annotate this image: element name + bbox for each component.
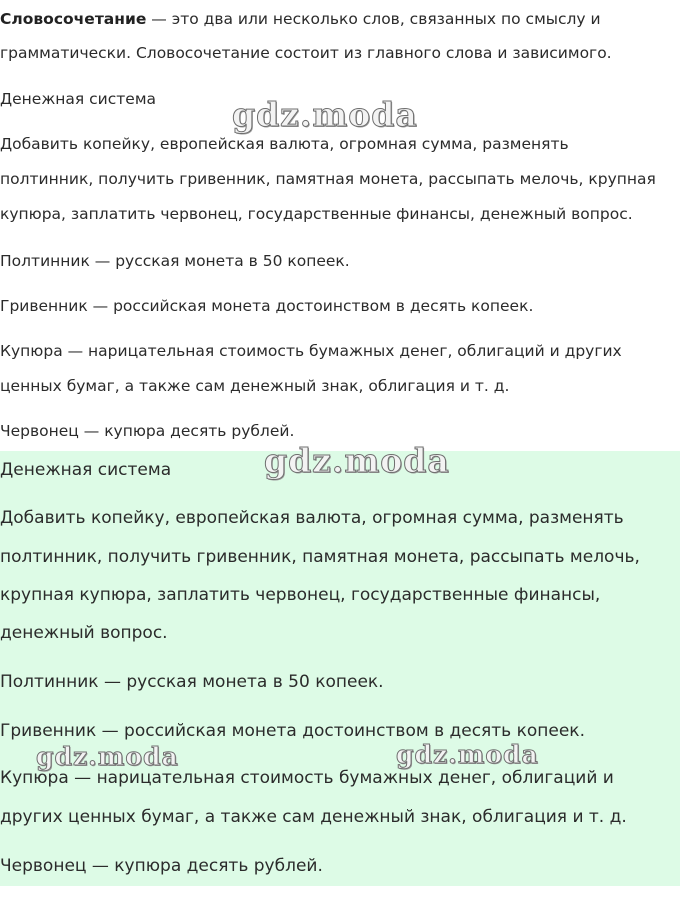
watermark-logo: gdz.moda	[36, 742, 179, 771]
section1-kupyura-line-2: ценных бумаг, а также сам денежный знак, облигация и т. д.	[0, 377, 510, 395]
section1-grivennik: Гривенник — российская монета достоинством в десять копеек.	[0, 297, 534, 315]
section2-poltinnik: Полтинник — русская монета в 50 копеек.	[0, 672, 384, 692]
section1-chervonets: Червонец — купюра десять рублей.	[0, 422, 295, 440]
section2-phrases-line-1: Добавить копейку, европейская валюта, огромная сумма, разменять	[0, 508, 624, 528]
definition-line-2: грамматически. Словосочетание состоит из главного слова и зависимого.	[0, 44, 612, 62]
section1-phrases-line-2: полтинник, получить гривенник, памятная монета, рассыпать мелочь, крупная	[0, 170, 656, 188]
definition-paragraph	[0, 2, 612, 70]
section2-phrases-line-2: полтинник, получить гривенник, памятная монета, рассыпать мелочь,	[0, 547, 640, 567]
section1-heading: Денежная система	[0, 90, 157, 108]
section1-poltinnik: Полтинник — русская монета в 50 копеек.	[0, 252, 350, 270]
section2-chervonets: Червонец — купюра десять рублей.	[0, 856, 323, 876]
section2-kupyura-line-2: других ценных бумаг, а также сам денежный знак, облигация и т. д.	[0, 807, 627, 827]
section1-phrases-line-3: купюра, заплатить червонец, государственные финансы, денежный вопрос.	[0, 205, 633, 223]
watermark-logo: gdz.moda	[396, 740, 539, 769]
watermark-logo: gdz.moda	[264, 441, 450, 480]
section2-phrases-line-4: денежный вопрос.	[0, 623, 168, 643]
answer-block	[0, 451, 680, 886]
watermark-logo: gdz.moda	[232, 95, 418, 134]
definition-term: Словосочетание	[0, 10, 147, 28]
section2-grivennik: Гривенник — российская монета достоинством в десять копеек.	[0, 721, 585, 741]
section2-heading: Денежная система	[0, 460, 172, 480]
definition-line-1: — это два или несколько слов, связанных по смыслу и	[146, 10, 601, 28]
section1-kupyura-line-1: Купюра — нарицательная стоимость бумажных денег, облигаций и других	[0, 342, 622, 360]
section2-phrases-line-3: крупная купюра, заплатить червонец, государственные финансы,	[0, 585, 601, 605]
section1-phrases-line-1: Добавить копейку, европейская валюта, огромная сумма, разменять	[0, 135, 569, 153]
section2-kupyura-line-1: Купюра — нарицательная стоимость бумажных денег, облигаций и	[0, 768, 614, 788]
